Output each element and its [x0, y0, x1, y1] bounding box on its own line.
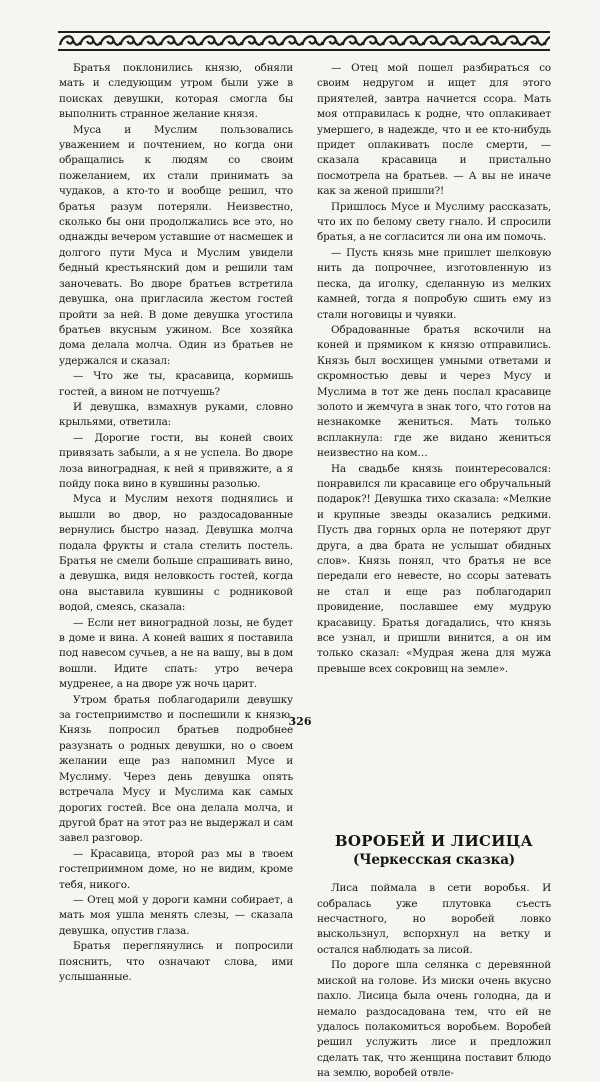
ornament-scroll	[161, 36, 181, 45]
paragraph: На свадьбе князь поинтересовался: понравился ли красавице его обручальный подарок?! Девушка тихо сказала: «Мелкие и крупные звезды оказались редкими. Пусть два горных орла не потеряют друг друга, а два брата не услышат обидных слов». Князь понял, что братья не все передали его невесте, но ссоры затевать не стал и еще раз поблагодарил провидение, пославшее ему мудрую красавицу. Братья догадались, что князь все узнал, и пришли винится, а он им только сказал: «Мудрая жена для мужа превыше всех сокровищ на земле».	[317, 462, 551, 675]
ornament-scroll	[262, 36, 282, 45]
left-column	[59, 61, 293, 985]
ornament-scroll	[504, 36, 524, 45]
paragraph: Утром братья поблагодарили девушку за гостеприимство и поспешили к князю. Князь попросил братьев подробнее разузнать о родных девушки, но о своем желании еще раз напомнил Мусе и Муслиму. Через день девушка опять встречала Мусу и Муслима как самых дорогих гостей. Все она делала молча, и другой брат на этот раз не выдержал и сам завел разговор.	[59, 693, 293, 845]
ornament-scroll	[282, 36, 302, 45]
paragraph: Лиса поймала в сети воробья. И собралась уже плутовка съесть несчастного, но воробей ловко выскользнул, вспорхнул на ветку и остался наблюдать за лисой.	[317, 882, 551, 956]
ornament-scroll	[464, 36, 484, 45]
paragraph: Братья переглянулись и попросили пояснить, что означают слова, ими услышанные.	[59, 940, 293, 983]
ornament-scroll	[141, 36, 161, 45]
story-title: ВОРОБЕЙ И ЛИСИЦА	[334, 832, 534, 851]
ornament-scroll	[323, 36, 343, 45]
ornament-scroll	[181, 36, 201, 45]
paragraph: По дороге шла селянка с деревянной миской на голове. Из миски очень вкусно пахло. Лисица была очень голодна, да и немало раздосадована тем, что ей не удалось полакомиться воробьем. Воробей решил услужить лисе и предложил сделать так, что женщина поставит блюдо на землю, воробей отвле-	[317, 959, 551, 1080]
paragraph: — Отец мой пошел разбираться со своим недругом и ищет для этого приятелей, завтра начнется ссора. Мать моя отправилась к родне, что оплакивает умершего, в надежде, что и ее кто-нибудь придет оплакивать после смерти, — сказала красавица и пристально посмотрела на братьев. — А вы не иначе как за женой пришли?!	[317, 62, 551, 198]
paragraph: — Пусть князь мне пришлет шелковую нить да попрочнее, изготовленную из песка, да иголку, сделанную из мелких камней, тогда я попробую сшить ему из стали ноговицы и чувяки.	[317, 246, 551, 321]
story-subtitle: (Черкесская сказка)	[352, 852, 516, 869]
paragraph: Обрадованные братья вскочили на коней и прямиком к князю отправились. Князь был восхищен умными ответами и скромностью девы и через Мусу и Муслима в тот же день послал красавице золото и жемчуга в знак того, что готов на незнакомке жениться. Мать только всплакнула: где же видано жениться неизвестно на ком…	[317, 323, 551, 460]
ornament-scroll	[222, 36, 242, 45]
page-number: 326	[288, 715, 312, 728]
paragraph: Братья поклонились князю, обняли мать и следующим утром были уже в поисках девушки, которая смогла бы выполнить странное желание князя.	[59, 62, 293, 121]
ornament-scroll	[484, 36, 504, 45]
ornament-scroll	[100, 36, 120, 45]
paragraph: Муса и Муслим нехотя поднялись и вышли во двор, но раздосадованные вернулись быстро назад. Девушка молча подала фрукты и стала стелить постель. Братья не смели больше спрашивать вино, а девушка, видя неловкость гостей, когда она выставила кувшины с родниковой водой, смеясь, сказала:	[59, 493, 293, 614]
ornament-scroll	[545, 36, 550, 45]
paragraph: — Отец мой у дороги камни собирает, а мать моя ушла менять слезы, — сказала девушка, опустив глаза.	[59, 893, 293, 937]
paragraph: — Дорогие гости, вы коней своих привязать забыли, а я не успела. Во дворе лоза виноградная, к ней я привяжите, а я пойду пока вино в кувшины разолью.	[59, 431, 293, 490]
ornament-scroll	[525, 36, 545, 45]
ornament-scroll	[302, 36, 322, 45]
paragraph: — Что же ты, красавица, кормишь гостей, а вином не потчуешь?	[59, 370, 293, 398]
paragraph: — Красавица, второй раз мы в твоем гостеприимном доме, но не видим, кроме тебя, никого.	[59, 847, 293, 891]
ornament-scroll	[121, 36, 141, 45]
ornament-scroll	[242, 36, 262, 45]
paragraph: Муса и Муслим пользовались уважением и почтением, но когда они обращались к людям со своим пожеланием, их стали принимать за чудаков, а кто-то и вообще решил, что братья разум потеряли. Неизвестно, сколько бы они продолжались все это, но однажды вечером уставшие от насмешек и долгого пути Муса и Муслим увидели бедный крестьянский дом и решили там заночевать. Во дворе братьев встретила девушка, она пригласила жестом гостей пройти за ней. В доме девушка угостила братьев вкусным ужином. Все хозяйка дома делала молча. Один из братьев не удержался и сказал:	[59, 123, 293, 367]
ornament-scroll	[201, 36, 221, 45]
ornament-scroll	[80, 36, 100, 45]
decorative-border-ornament	[58, 30, 550, 52]
ornament-scroll	[343, 36, 363, 45]
ornament-scroll	[363, 36, 383, 45]
right-column	[317, 61, 551, 1082]
paragraph: Пришлось Мусе и Муслиму рассказать, что их по белому свету гнало. И спросили братья, а не согласится ли она им помочь.	[317, 200, 551, 244]
ornament-scroll	[403, 36, 423, 45]
paragraph: И девушка, взмахнув руками, словно крыльями, ответила:	[59, 400, 293, 429]
ornament-scroll	[60, 36, 80, 45]
ornament-scroll	[424, 36, 444, 45]
ornament-scroll	[444, 36, 464, 45]
story-title-block	[317, 831, 551, 869]
ornament-scroll	[383, 36, 403, 45]
paragraph: — Если нет виноградной лозы, не будет в доме и вина. А коней ваших я поставила под навесом сучьев, а не на вашу, вы в дом вошли. Идите спать: утро вечера мудренее, а на дворе уж ночь царит.	[59, 616, 293, 691]
